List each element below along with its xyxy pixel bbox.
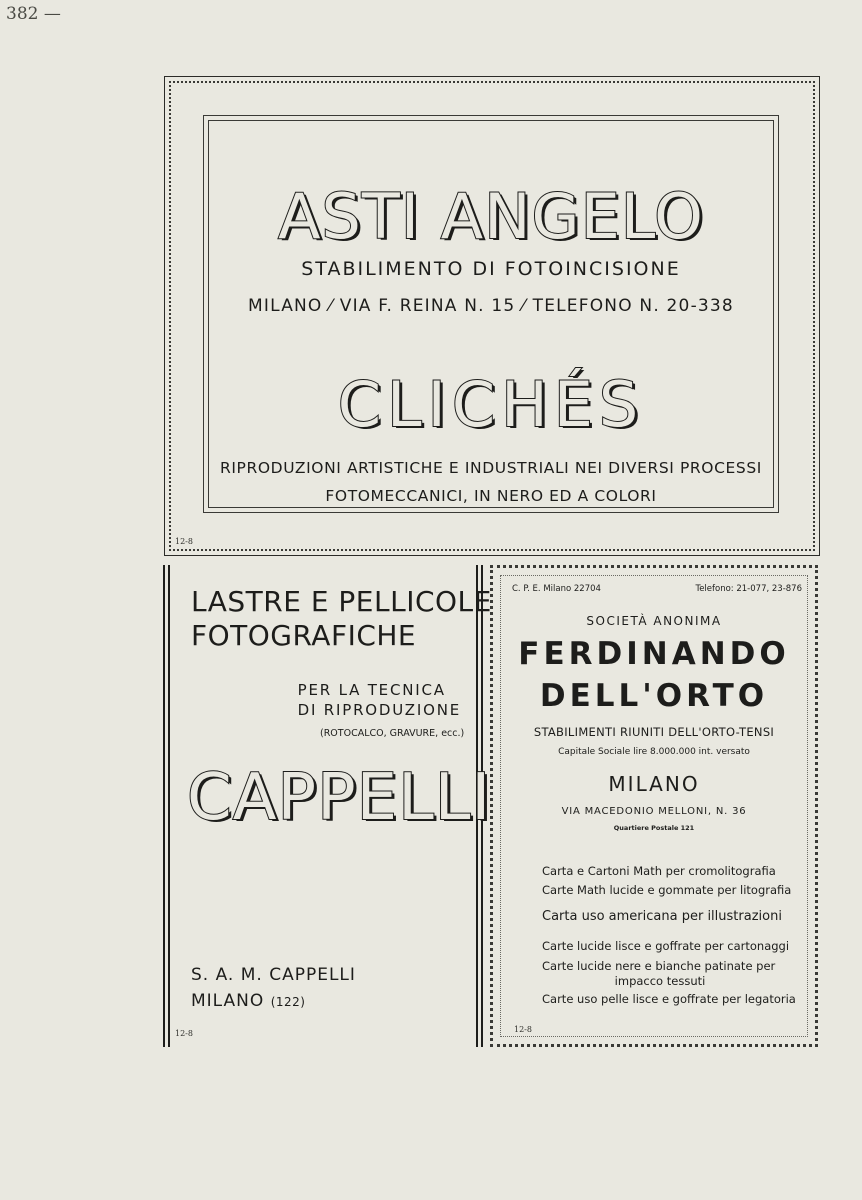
cpe-number: C. P. E. Milano 22704 <box>512 584 601 594</box>
ad-code: 12-8 <box>175 1029 193 1038</box>
product-item: Carte uso pelle lisce e goffrate per legatoria <box>542 992 796 1006</box>
ad-code: 12-8 <box>175 537 193 546</box>
company-type: SOCIETÀ ANONIMA <box>586 614 722 628</box>
product-item-continued: impacco tessuti <box>614 974 706 988</box>
postal-code: (122) <box>270 995 306 1009</box>
inner-frame <box>203 115 779 513</box>
ad-description-line-1: RIPRODUZIONI ARTISTICHE E INDUSTRIALI NEI DIVERSI PROCESSI <box>220 459 762 477</box>
ad-company <box>191 962 356 1015</box>
product-item: Carta uso americana per illustrazioni <box>542 909 782 924</box>
ad-cappelli <box>163 565 492 1047</box>
company-city: MILANO <box>191 991 265 1011</box>
product-item: Carte lucide nere e bianche patinate per <box>542 959 776 973</box>
share-capital: Capitale Sociale lire 8.000.000 int. versato <box>558 747 750 757</box>
purpose-line-2: DI RIPRODUZIONE <box>297 701 461 719</box>
ad-description-line-2: FOTOMECCANICI, IN NERO ED A COLORI <box>325 487 657 505</box>
ad-asti-angelo <box>164 76 820 556</box>
ad-address: MILANO ⁄ VIA F. REINA N. 15 ⁄ TELEFONO N. 20-338 <box>248 296 734 316</box>
purpose-line-1: PER LA TECNICA <box>297 681 446 699</box>
company-city: MILANO <box>608 772 700 796</box>
ad-brand: CAPPELLI <box>187 761 492 835</box>
ad-headline: CLICHÉS <box>337 368 645 441</box>
ad-title: ASTI ANGELO <box>278 180 704 253</box>
phone-number: Telefono: 21-077, 23-876 <box>695 584 802 594</box>
postal-district: Quartiere Postale 121 <box>613 824 695 832</box>
ad-subtitle: STABILIMENTO DI FOTOINCISIONE <box>301 258 681 280</box>
product-item: Carte Math lucide e gommate per litografia <box>542 883 792 897</box>
heading-line-2: FOTOGRAFICHE <box>191 619 417 652</box>
ad-code: 12-8 <box>514 1025 532 1034</box>
ad-note: (ROTOCALCO, GRAVURE, ecc.) <box>320 728 465 739</box>
works-name: STABILIMENTI RIUNITI DELL'ORTO-TENSI <box>533 725 775 739</box>
ad-dellorto <box>490 565 818 1047</box>
product-item: Carte lucide lisce e goffrate per cartonaggi <box>542 939 790 953</box>
company-name-2: DELL'ORTO <box>539 678 769 714</box>
heading-line-1: LASTRE E PELLICOLE <box>191 585 492 618</box>
left-rule <box>163 565 170 1047</box>
company-name: S. A. M. CAPPELLI <box>191 965 356 985</box>
company-name-1: FERDINANDO <box>518 636 790 672</box>
page-number: 382 — <box>6 4 61 24</box>
product-item: Carta e Cartoni Math per cromolitografia <box>542 864 776 878</box>
company-street: VIA MACEDONIO MELLONI, N. 36 <box>561 806 747 817</box>
ad-purpose <box>298 680 461 720</box>
ad-heading <box>191 585 492 653</box>
